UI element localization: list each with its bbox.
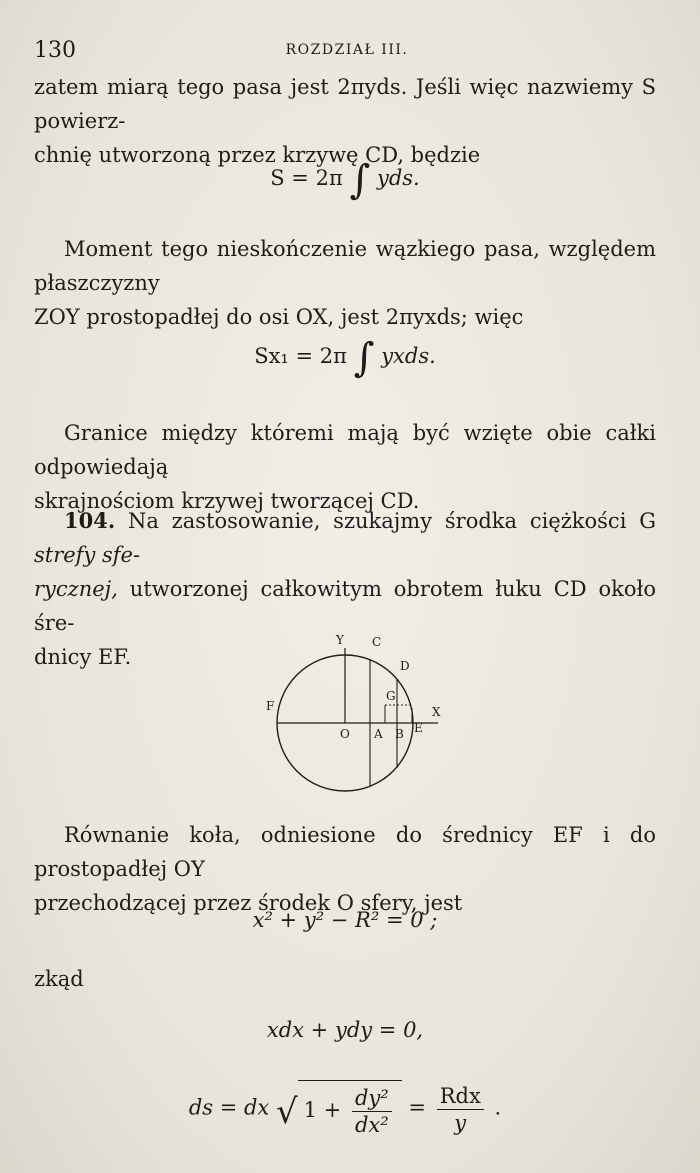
- radical-sign-icon: √: [275, 1092, 298, 1132]
- paragraph-4-line-1-italic: strefy sfe-: [34, 543, 141, 567]
- paragraph-4-line-2-italic: rycznej,: [34, 577, 118, 601]
- paragraph-4-line-2-text: utworzonej całkowitym obrotem łuku CD około śre-: [34, 577, 656, 635]
- equation-surface-area: [34, 157, 656, 203]
- equation-5-lhs: ds = dx: [188, 1095, 270, 1120]
- equation-5-one-plus: 1 +: [303, 1098, 342, 1122]
- paragraph-5-line-1: Równanie koła, odniesione do średnicy EF i do prostopadłej OY: [34, 823, 656, 881]
- paragraph-2-line-2: ZOY prostopadłej do osi OX, jest 2πyxds; więc: [34, 305, 524, 329]
- square-root: [276, 1080, 402, 1138]
- equation-moment: [34, 335, 656, 381]
- figure-label-g: G: [386, 689, 396, 703]
- paragraph-3-line-2: skrajnościom krzywej tworzącej CD.: [34, 489, 420, 513]
- integral-sign-icon: ∫: [353, 335, 375, 381]
- paragraph-6-word: zkąd: [34, 967, 84, 991]
- figure-label-e: E: [414, 721, 423, 735]
- equation-arc-length: [34, 1080, 656, 1138]
- equation-5-equals: =: [408, 1095, 426, 1120]
- page-number: 130: [34, 38, 76, 63]
- fraction-1-denominator: dx²: [354, 1113, 389, 1137]
- figure-label-b: B: [395, 727, 404, 741]
- figure-label-a: A: [374, 727, 383, 741]
- integral-sign-icon: ∫: [349, 157, 371, 203]
- paragraph-4-line-1-text: Na zastosowanie, szukajmy środka ciężkości G: [127, 509, 656, 533]
- paragraph-3: [34, 416, 656, 518]
- fraction-rdx-y: [437, 1083, 484, 1136]
- paragraph-4-line-3: dnicy EF.: [34, 645, 132, 669]
- running-head: ROZDZIAŁ III.: [285, 42, 409, 58]
- equation-4-text: xdx + ydy = 0,: [266, 1018, 424, 1042]
- equation-3-text: x² + y² − R² = 0 ;: [252, 908, 438, 932]
- paragraph-2: [34, 232, 656, 334]
- equation-2-integrand: yxds.: [381, 344, 436, 368]
- paragraph-4-line-2: [34, 572, 656, 640]
- equation-2-lhs: Sx₁ = 2π: [254, 344, 347, 368]
- equation-circle: [34, 908, 656, 932]
- paragraph-4-line-1: [34, 504, 656, 572]
- fraction-1-numerator: dy²: [352, 1085, 392, 1112]
- figure-label-f: F: [266, 699, 275, 713]
- page-header: [34, 38, 660, 62]
- figure-label-c: C: [372, 635, 382, 649]
- radicand: [298, 1080, 402, 1138]
- paragraph-3-line-1: Granice między któremi mają być wzięte obie całki odpowiedają: [34, 421, 656, 479]
- paragraph-1-line-2: chnię utworzoną przez krzywę CD, będzie: [34, 143, 481, 167]
- figure-label-y: Y: [336, 633, 344, 647]
- paragraph-6: [34, 962, 656, 996]
- paragraph-1-line-1: zatem miarą tego pasa jest 2πyds. Jeśli więc nazwiemy S powierz-: [34, 75, 656, 133]
- section-number: 104.: [64, 508, 116, 533]
- fraction-2-denominator: y: [454, 1110, 467, 1135]
- paragraph-5-line-2: przechodzącej przez środek O sfery, jest: [34, 891, 463, 915]
- fraction-2-numerator: Rdx: [437, 1083, 484, 1110]
- paragraph-1: [34, 70, 656, 172]
- equation-differential: [34, 1018, 656, 1042]
- figure-label-d: D: [400, 659, 410, 673]
- figure-label-o: O: [340, 727, 350, 741]
- fraction-dy-dx: [352, 1085, 392, 1138]
- paragraph-5: [34, 818, 656, 920]
- equation-1-integrand: yds.: [376, 166, 420, 190]
- sphere-zone-figure: [262, 632, 452, 802]
- paragraph-2-line-1: Moment tego nieskończenie wązkiego pasa, względem płaszczyzny: [34, 237, 656, 295]
- equation-1-lhs: S = 2π: [270, 166, 343, 190]
- equation-5-end: .: [494, 1095, 502, 1120]
- figure-label-x: X: [432, 705, 441, 719]
